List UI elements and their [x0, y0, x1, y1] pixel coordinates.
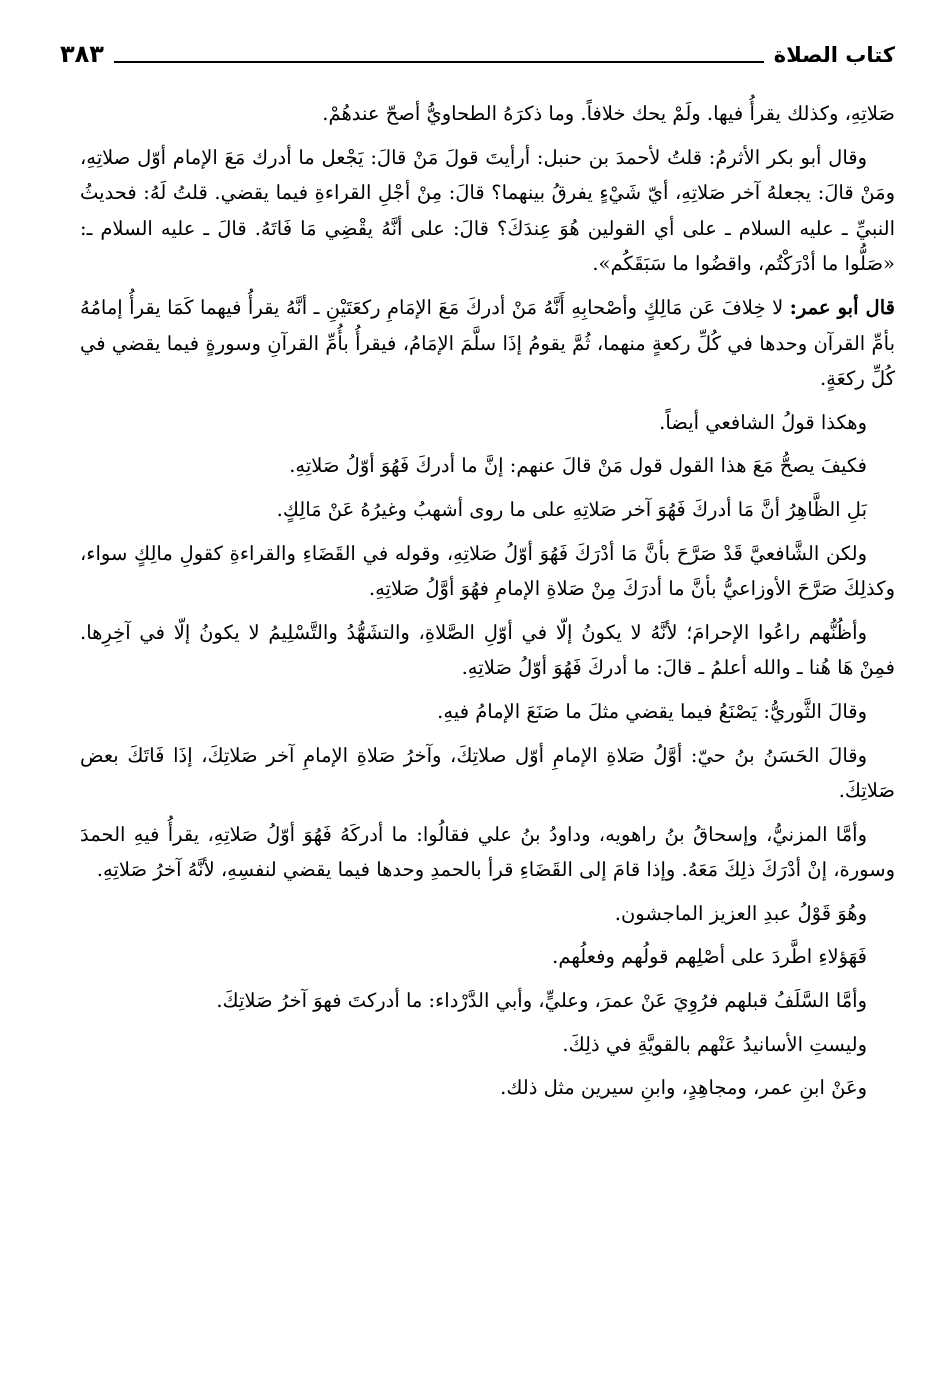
paragraph-text: وقال أبو بكر الأثرمُ: قلتُ لأحمدَ بن حنبل: أرأيتَ قولَ مَنْ قالَ: يَجْعل ما أدرك مَعَ الإمام أوّل صلاتِهِ، ومَنْ قالَ: يجعلهُ آخر صَلاتِهِ، أيّ شَيْءٍ يفرقُ بينهما؟ قالَ: مِنْ أجْلِ القراءةِ فيما يقضي. قلتُ لَهُ: فحديثُ النبيِّ ـ عليه السلام ـ على أي القولين هُوَ عِندَكَ؟ قالَ: على أنَّهُ يقْضِي مَا فَاتَهُ. قالَ ـ عليه السلام ـ: «صَلُّوا ما أدْرَكْتُم، واقضُوا ما سَبَقَكُم». [80, 145, 895, 276]
paragraph-6 [80, 492, 895, 528]
paragraph-text: وليستِ الأسانيدُ عَنْهم بالقويَّةِ في ذلِكَ. [562, 1032, 867, 1056]
paragraph-text: وهُوَ قَوْلُ عبدِ العزيز الماجشون. [614, 901, 867, 925]
paragraph-2 [80, 140, 895, 282]
paragraph-text: وأمَّا السَّلَفُ قبلهم فرُوِيَ عَنْ عمرَ، وعليٍّ، وأبي الدَّرْداء: ما أدركتَ فهوَ آخرُ صَلاتِكَ. [216, 989, 867, 1013]
paragraph-text: وهكذا قولُ الشافعي أيضاً. [659, 410, 867, 434]
body-text [80, 96, 895, 1114]
paragraph-10 [80, 738, 895, 809]
paragraph-text: وقالَ الثَّوريُّ: يَصْنَعُ فيما يقضي مثلَ ما صَنَعَ الإمامُ فيهِ. [437, 699, 867, 723]
paragraph-text: وعَنْ ابنِ عمر، ومجاهِدٍ، وابنِ سيرين مثل ذلك. [500, 1076, 867, 1100]
paragraph-13 [80, 939, 895, 975]
chapter-title: كتاب الصلاة [773, 43, 895, 67]
paragraph-lead: قال أبو عمر: [789, 295, 895, 319]
paragraph-text: ولكن الشَّافعيَّ قَدْ صَرَّحَ بأنَّ مَا أدْرَكَ فَهُوَ أوّلُ صَلاتِهِ، وقوله في القَضَاءِ والقراءةِ كقولِ مالِكٍ سواء، وكذلِكَ صَرَّحَ الأوزاعيُّ بأنَّ ما أدرَكَ مِنْ صَلاةِ الإمامِ فهُوَ أوَّلُ صَلاتِهِ. [80, 541, 895, 601]
paragraph-text: فَهَؤلاءِ اطَّردَ على أصْلِهم قولُهم وفعلُهم. [552, 945, 867, 969]
paragraph-text: بَلِ الظَّاهِرُ أنَّ مَا أدركَ فَهُوَ آخر صَلاتِهِ على ما روى أشهبُ وغيرُهُ عَنْ مَالِكٍ. [276, 497, 867, 521]
header-rule [114, 61, 764, 63]
paragraph-text: فكيفَ يصحُّ مَعَ هذا القول قول مَنْ قالَ عنهم: إنَّ ما أدركَ فَهُوَ أوّلُ صَلاتِهِ. [289, 454, 867, 478]
paragraph-14 [80, 983, 895, 1019]
paragraph-16 [80, 1070, 895, 1106]
paragraph-4 [80, 405, 895, 441]
paragraph-1 [80, 96, 895, 132]
paragraph-text: وأظُنُّهم راعُوا الإحرامَ؛ لأنَّهُ لا يكونُ إلّا في أوّلِ الصَّلاةِ، والتشَهُّدُ والتَّسْلِيمُ لا يكونُ إلّا في آخِرِها. فمِنْ هَا هُنا ـ والله أعلمُ ـ قالَ: ما أدركَ فَهُوَ أوّلُ صَلاتِهِ. [80, 620, 895, 680]
paragraph-8 [80, 615, 895, 686]
paragraph-7 [80, 536, 895, 607]
paragraph-12 [80, 896, 895, 932]
paragraph-text: لا خِلافَ عَن مَالِكٍ وأصْحابِهِ أَنَّهُ مَنْ أدركَ مَعَ الإمَامِ ركعَتَيْنِ ـ أنَّهُ يقرأُ فيهما كَمَا يقرأُ إمامُهُ بأمِّ القرآن وحدها في كُلِّ ركعةٍ منهما، ثُمَّ يقومُ إذَا سلَّمَ الإمَامُ، فيقرأُ بأُمِّ القرآنِ وسورةٍ فيما يقضي في كُلِّ ركعَةٍ. [80, 295, 895, 391]
paragraph-text: صَلاتِهِ، وكذلك يقرأُ فيها. ولَمْ يحك خلافاً. وما ذكرَهُ الطحاويُّ أصحّ عندهُمْ. [322, 102, 895, 125]
page-number: ٣٨٣ [60, 40, 104, 68]
paragraph-15 [80, 1027, 895, 1063]
paragraph-text: وقالَ الحَسَنُ بنُ حيّ: أوَّلُ صَلاةِ الإمامِ أوّل صلاتِكَ، وآخرُ صَلاةِ الإمامِ آخر صَلاتِكَ، إذَا فَاتَكَ بعض صَلاتِكَ. [80, 743, 895, 803]
paragraph-5 [80, 448, 895, 484]
paragraph-3 [80, 290, 895, 397]
paragraph-11 [80, 817, 895, 888]
paragraph-9 [80, 694, 895, 730]
paragraph-text: وأمَّا المزنيُّ، وإسحاقُ بنُ راهويه، وداودُ بنُ علي فقالُوا: ما أدركَهُ فَهُوَ أوّلُ صَلاتِهِ، يقرأُ فيهِ الحمدَ وسورة، إنْ أدْرَكَ ذلِكَ مَعَهُ. وإذا قامَ إلى القَضَاءِ قرأ بالحمدِ وحدها فيما يقضي لنفسِهِ، لأنَّهُ آخرُ صَلاتِهِ. [80, 822, 895, 882]
running-header [60, 30, 895, 66]
